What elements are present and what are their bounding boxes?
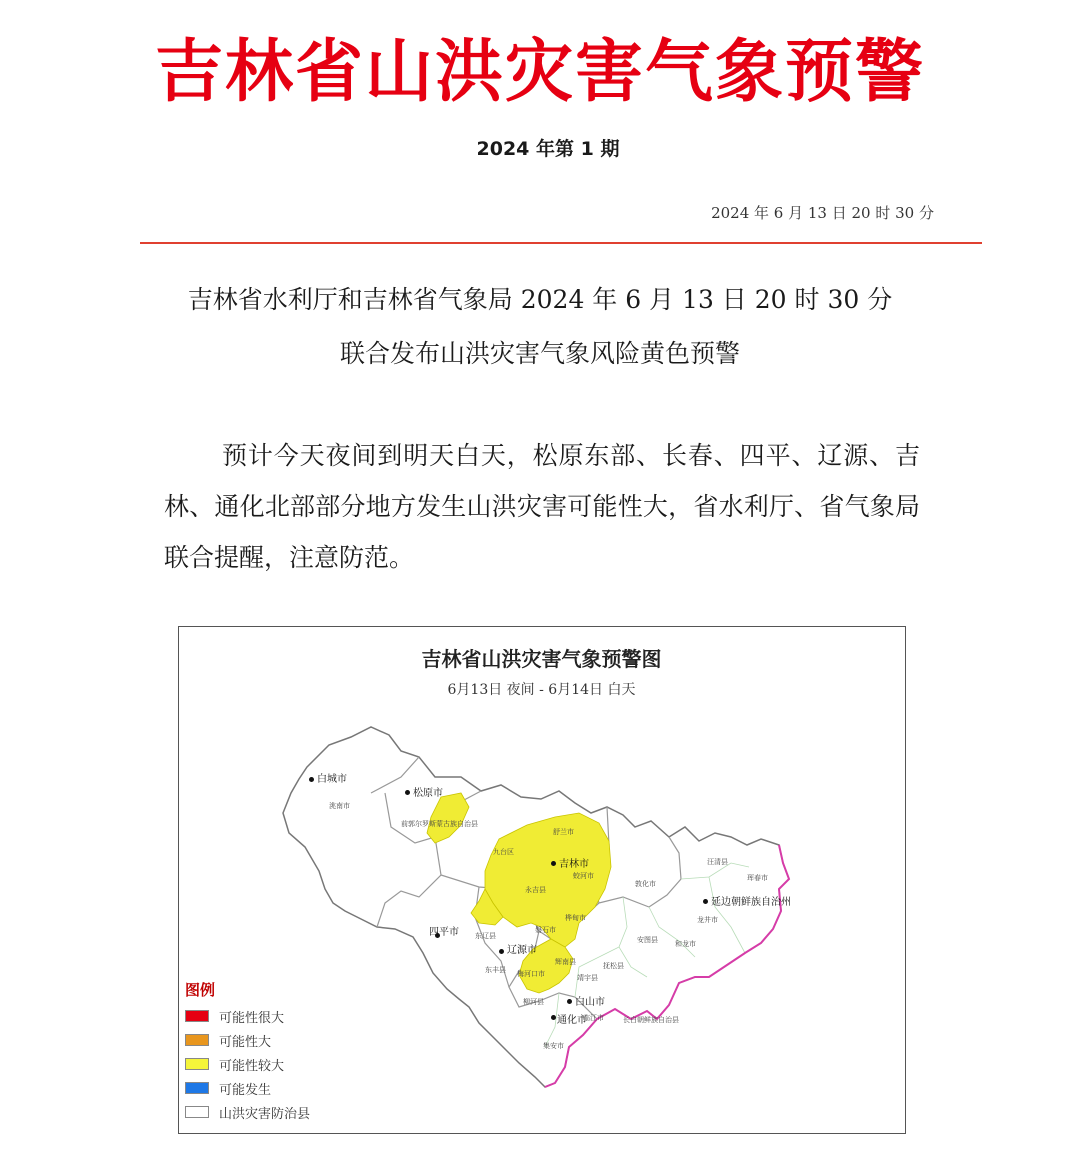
county-label-yongji: 永吉县 [525, 886, 546, 894]
legend-label: 可能性大 [219, 1034, 272, 1050]
city-marker [309, 777, 314, 782]
county-label-panshi: 磐石市 [535, 926, 556, 934]
headline-line-2: 联合发布山洪灾害气象风险黄色预警 [339, 339, 740, 368]
warning-body: 预计今天夜间到明天白天，松原东部、长春、四平、辽源、吉林、通化北部部分地方发生山洪灾害可能性大，省水利厅、省气象局联合提醒，注意防范。 [164, 441, 920, 572]
city-marker [499, 949, 504, 954]
county-label-fusong: 抚松县 [603, 962, 624, 970]
legend-item [185, 1004, 310, 1028]
map-subtitle: 6月13日 夜间 - 6月14日 白天 [447, 682, 636, 698]
legend-item [185, 1028, 310, 1052]
city-label-jilin: 吉林市 [559, 859, 589, 870]
header-divider [140, 242, 982, 244]
masthead-title: 吉林省山洪灾害气象预警 [154, 33, 925, 112]
legend-item [185, 1100, 310, 1124]
city-marker [405, 790, 410, 795]
county-label-wangqing: 汪清县 [707, 858, 728, 866]
city-marker [567, 999, 572, 1004]
legend-swatch-high [185, 1034, 209, 1046]
legend-label: 可能性较大 [219, 1058, 285, 1074]
city-marker [703, 899, 708, 904]
city-label-songyuan: 松原市 [413, 788, 443, 799]
legend-title: 图例 [185, 981, 216, 999]
legend-swatch-prevention-county [185, 1106, 209, 1118]
county-label-huinan: 辉南县 [555, 958, 576, 966]
legend-item [185, 1076, 310, 1100]
warning-map [178, 626, 906, 1134]
city-label-liaoyuan: 辽源市 [507, 945, 537, 956]
county-label-dunhua: 敦化市 [635, 880, 656, 888]
city-marker [551, 861, 556, 866]
county-label-hunchun: 珲春市 [747, 874, 768, 882]
issue-number: 2024 年第 1 期 [476, 138, 620, 160]
headline-line-1: 吉林省水利厅和吉林省气象局 2024 年 6 月 13 日 20 时 30 分 [187, 285, 893, 314]
county-label-antu: 安图县 [637, 936, 658, 944]
city-label-yanbian: 延边朝鲜族自治州 [711, 897, 791, 908]
city-label-siping: 四平市 [429, 927, 459, 938]
city-label-baishan: 白山市 [575, 997, 605, 1008]
county-label-helong: 和龙市 [675, 940, 696, 948]
city-label-baicheng: 白城市 [317, 774, 347, 785]
county-label-huadian: 桦甸市 [565, 914, 586, 922]
legend-swatch-relatively-high [185, 1058, 209, 1070]
map-title: 吉林省山洪灾害气象预警图 [421, 647, 662, 671]
county-label-jiutai: 九台区 [493, 848, 514, 856]
county-label-dongliao: 东辽县 [475, 932, 496, 940]
county-label-dongfeng: 东丰县 [485, 966, 506, 974]
legend-swatch-very-high [185, 1010, 209, 1022]
county-label-changbai: 长白朝鲜族自治县 [623, 1016, 679, 1024]
city-marker [551, 1015, 556, 1020]
county-label-linjiang: 临江市 [583, 1014, 604, 1022]
county-label-shulan: 舒兰市 [553, 828, 574, 836]
county-label-jian: 集安市 [543, 1042, 564, 1050]
county-label-jiaohe: 蛟河市 [573, 872, 594, 880]
legend-swatch-possible [185, 1082, 209, 1094]
legend-item [185, 1052, 310, 1076]
issue-datetime: 2024 年 6 月 13 日 20 时 30 分 [711, 204, 934, 222]
county-label-jingyu: 靖宇县 [577, 974, 598, 982]
county-label-taonan: 洮南市 [329, 802, 350, 810]
county-label-longjing: 龙井市 [697, 916, 718, 924]
city-label-tonghua: 通化市 [557, 1015, 587, 1026]
legend-label: 可能性很大 [219, 1010, 285, 1026]
county-label-meihekou: 梅河口市 [517, 970, 545, 978]
county-label-qianguo: 前郭尔罗斯蒙古族自治县 [401, 820, 478, 828]
legend-label: 可能发生 [219, 1082, 272, 1098]
map-legend [185, 979, 310, 1124]
county-label-liuhe: 柳河县 [523, 998, 544, 1006]
legend-label: 山洪灾害防治县 [219, 1106, 311, 1122]
